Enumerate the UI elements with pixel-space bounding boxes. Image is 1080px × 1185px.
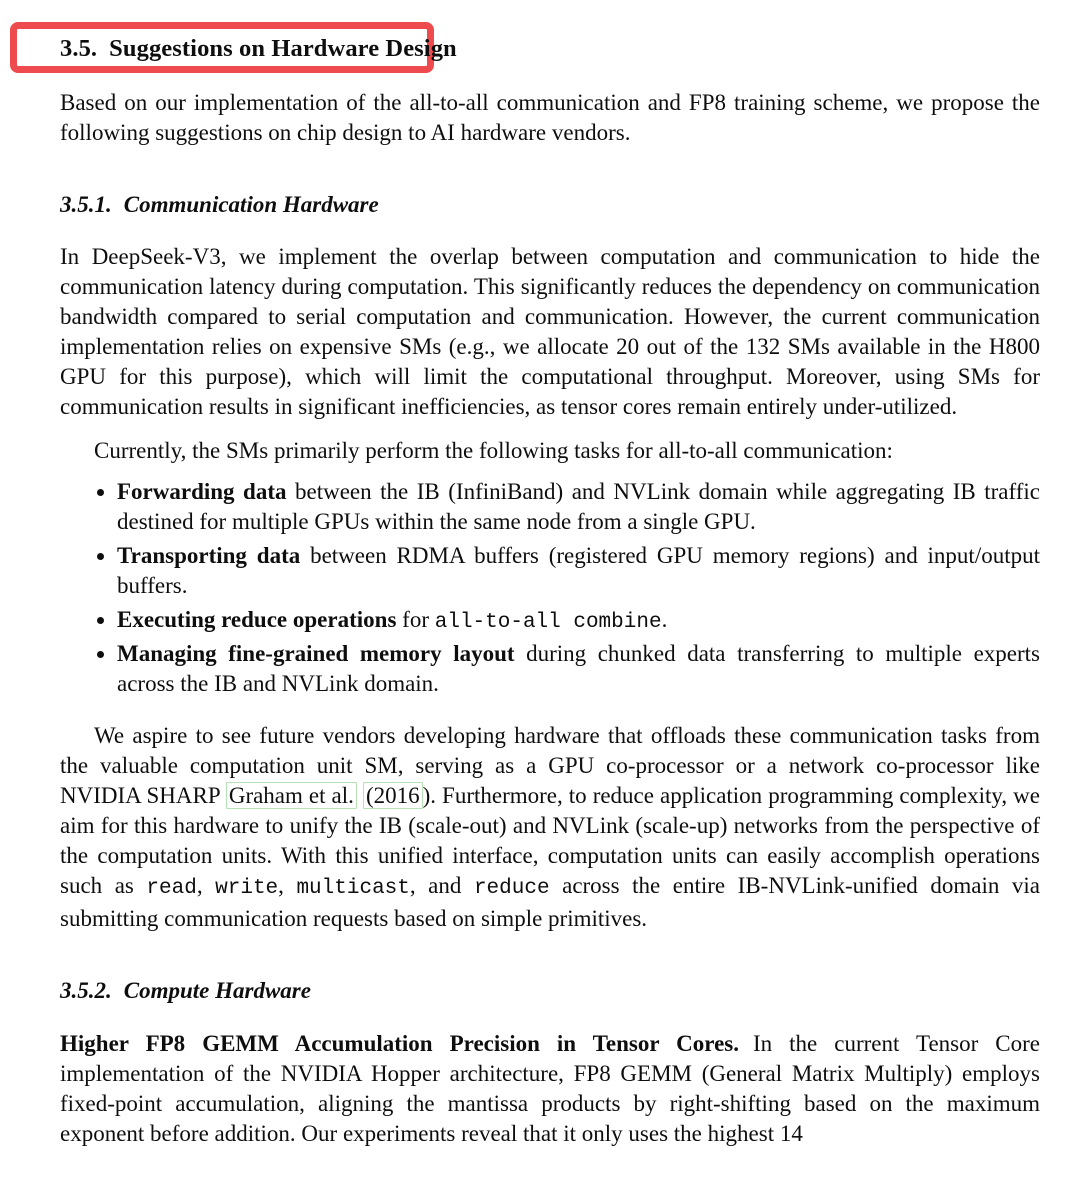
inline-code-all-to-all-combine: all-to-all combine bbox=[434, 611, 662, 634]
subsection-number: 3.5.2. bbox=[60, 978, 112, 1003]
paragraph-communication-overview: In DeepSeek-V3, we implement the overlap between computation and communication to hide the communication latency during computation. This significantly reduces the dependency on communication bandwidth compared to serial computation and communication. However, the current communication implementation relies on expensive SMs (e.g., we allocate 20 out of the 132 SMs available in the H800 GPU for this purpose), which will limit the computational throughput. Moreover, using SMs for communication results in significant inefficiencies, as tensor cores remain entirely under-utilized. bbox=[60, 244, 1040, 419]
section-heading bbox=[60, 0, 1040, 63]
section-title: Suggestions on Hardware Design bbox=[109, 35, 457, 62]
compute-body: In the current Tensor Core implementation of the NVIDIA Hopper architecture, FP8 GEMM (General Matrix Multiply) employs fixed-point accumulation, aligning the mantissa products by right-shifting based on the maximum exponent before addition. Our experiments reveal that it only uses the highest 14 bbox=[60, 1031, 1040, 1146]
inline-code-read: read bbox=[146, 877, 197, 900]
aspire-sep: , bbox=[278, 873, 297, 898]
paragraph-intro: Based on our implementation of the all-to-all communication and FP8 training scheme, we propose the following suggestions on chip design to AI hardware vendors. bbox=[60, 90, 1040, 145]
paragraph-compute bbox=[60, 1029, 1040, 1149]
subsection-heading-compute bbox=[60, 978, 1040, 1004]
task-item-transporting bbox=[117, 541, 1040, 604]
subsection-heading-communication bbox=[60, 192, 1040, 218]
run-in-heading-fp8-gemm: Higher FP8 GEMM Accumulation Precision in Tensor Cores. bbox=[60, 1031, 739, 1056]
task-label: Transporting data bbox=[117, 543, 301, 568]
aspire-lead: We aspire to see future vendors developing hardware that offloads these communication tasks from the valuable computation unit SM, serving as a GPU co-processor or a network co-processor like NVIDIA SHARP bbox=[60, 723, 1040, 808]
task-text: between RDMA buffers (registered GPU memory regions) and input/output buffers. bbox=[117, 543, 1040, 598]
inline-code-write: write bbox=[215, 877, 279, 900]
aspire-after-cite: ). Furthermore, to reduce application programming complexity, we aim for this hardware to unify the IB (scale-out) and NVLink (scale-up) networks from the perspective of the computation units. With this unified interface, computation units can easily accomplish operations such as bbox=[60, 783, 1041, 898]
inline-code-multicast: multicast bbox=[296, 877, 410, 900]
aspire-sep: , and bbox=[409, 873, 474, 898]
task-item-executing bbox=[117, 605, 1040, 638]
aspire-tail: across the entire IB-NVLink-unified domain via submitting communication requests based on simple primitives. bbox=[60, 873, 1040, 931]
citation-link-year[interactable]: (2016 bbox=[363, 782, 423, 809]
subsection-title: Communication Hardware bbox=[123, 192, 379, 217]
task-list bbox=[60, 477, 1040, 702]
subsection-title: Compute Hardware bbox=[123, 978, 311, 1003]
paper-content bbox=[60, 0, 1040, 1149]
aspire-sep: , bbox=[196, 873, 216, 898]
task-item-managing bbox=[117, 639, 1040, 702]
task-text-end: . bbox=[661, 607, 668, 632]
task-label: Forwarding data bbox=[117, 479, 287, 504]
paragraph-sm-tasks-intro: Currently, the SMs primarily perform the following tasks for all-to-all communication: bbox=[94, 438, 893, 463]
task-label: Managing fine-grained memory layout bbox=[117, 641, 515, 666]
citation-link-author[interactable]: Graham et al. bbox=[226, 782, 357, 809]
task-label: Executing reduce operations bbox=[117, 607, 397, 632]
inline-code-reduce: reduce bbox=[473, 877, 550, 900]
task-text: between the IB (InfiniBand) and NVLink domain while aggregating IB traffic destined for multiple GPUs within the same node from a single GPU. bbox=[117, 479, 1040, 534]
subsection-number: 3.5.1. bbox=[60, 192, 112, 217]
task-text: during chunked data transferring to multiple experts across the IB and NVLink domain. bbox=[117, 641, 1040, 696]
task-item-forwarding bbox=[117, 477, 1040, 540]
task-text: for bbox=[396, 607, 435, 632]
paragraph-aspire bbox=[60, 721, 1040, 934]
section-number: 3.5. bbox=[60, 35, 98, 62]
